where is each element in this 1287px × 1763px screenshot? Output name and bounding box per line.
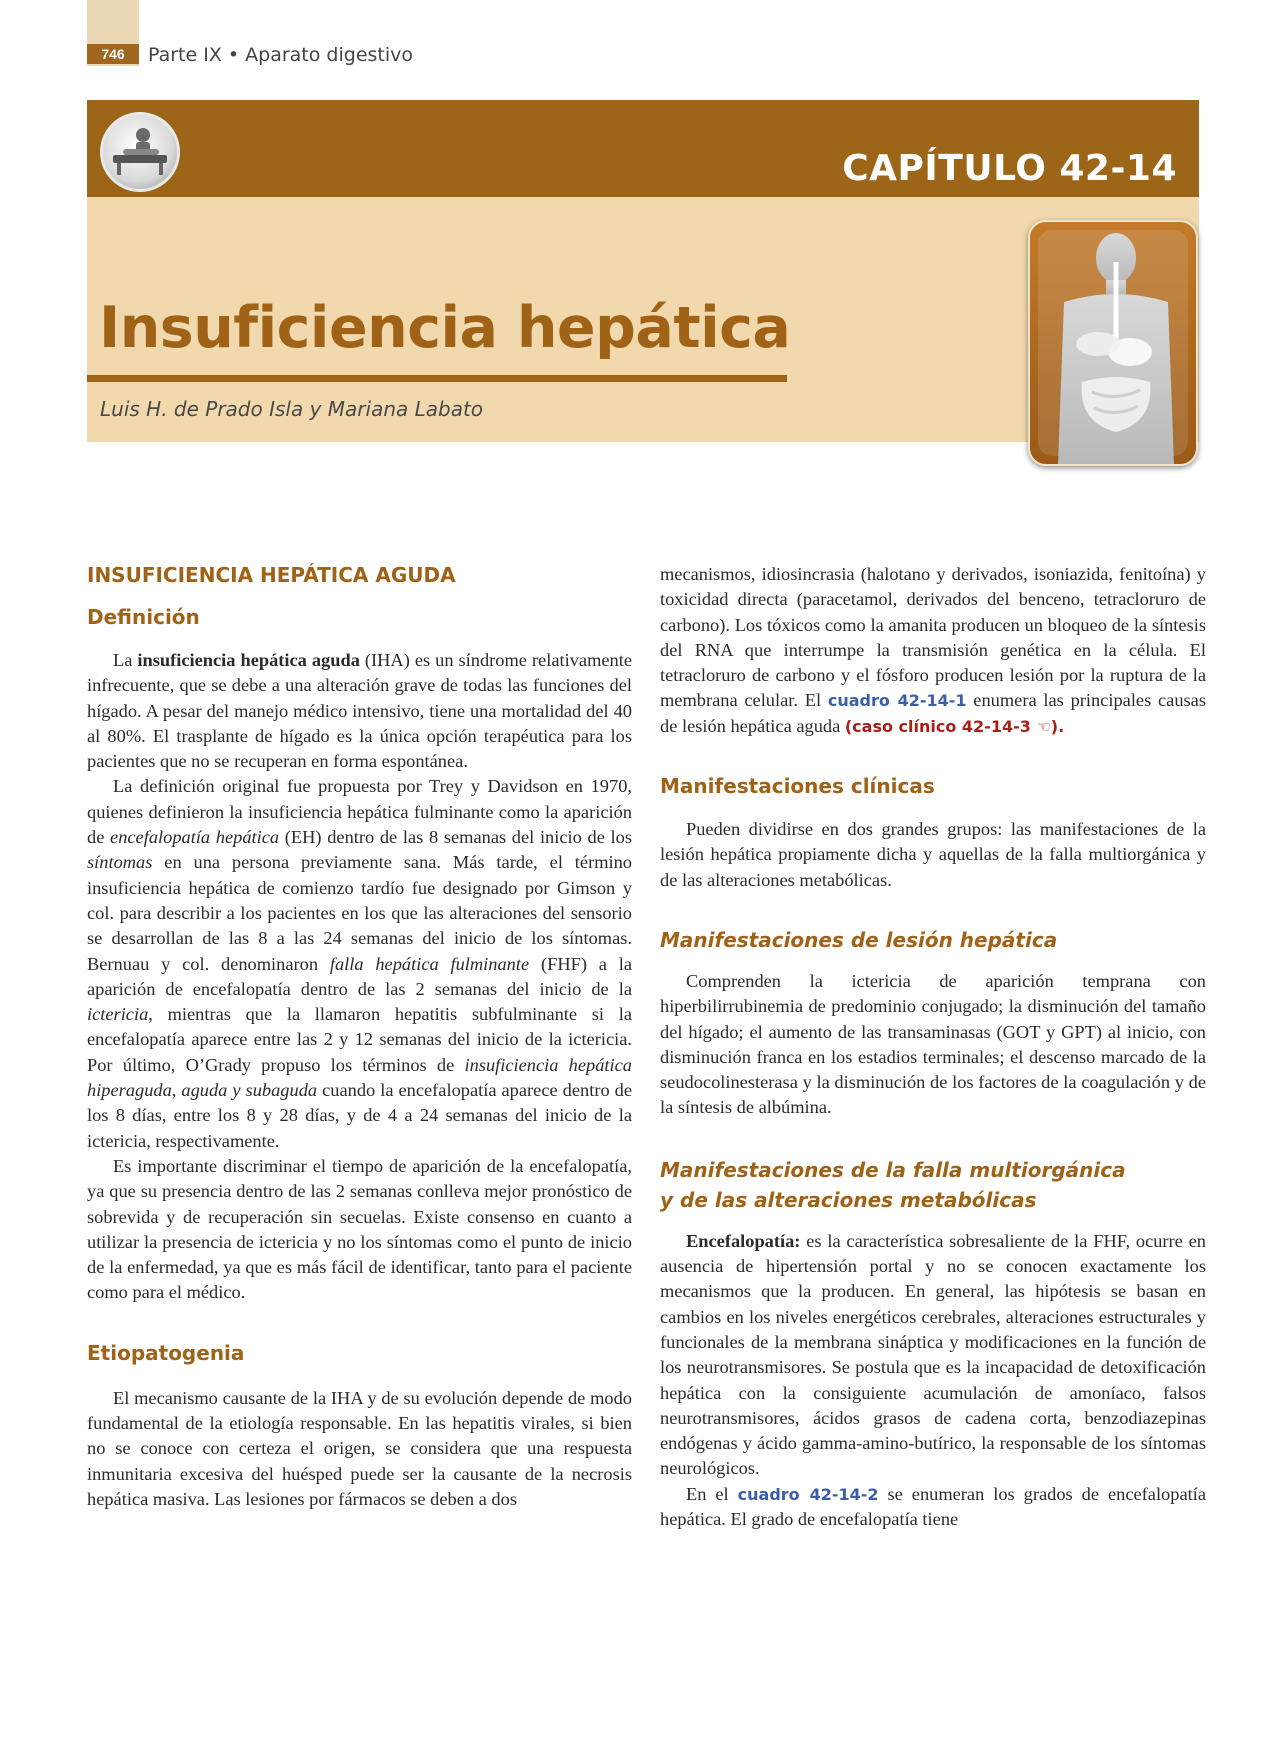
chapter-authors: Luis H. de Prado Isla y Mariana Labato (100, 397, 484, 421)
paragraph-definition-1: La insuficiencia hepática aguda (IHA) es un síndrome relativamente infrecuente, que se debe a una alteración grave de todas las funciones del hígado. A pesar del manejo médico intensivo, tiene una mortalidad del 40 al 80%. El trasplante de hígado es la única opción terapéutica para los pacientes que no se recuperan en forma espontánea. (87, 650, 632, 772)
link-cuadro-42-14-1[interactable]: cuadro 42-14-1 (827, 691, 967, 711)
paragraph-definition-3: Es importante discriminar el tiempo de aparición de la encefalopatía, ya que su presencia dentro de las 2 semanas conlleva mejor pronóstico de sobrevida y de recuperación sin secuelas. Existe consenso en cuanto a utilizar la presencia de ictericia y no los síntomas como el punto de inicio de la enfermedad, ya que es más fácil de identificar, tanto para el paciente como para el médico. (87, 1155, 632, 1303)
heading-manifestaciones: Manifestaciones clínicas (660, 774, 935, 799)
paragraph-manifestaciones: Pueden dividirse en dos grandes grupos: las manifestaciones de la lesión hepática propiamente dicha y aquellas de la falla multiorgánica y de las alteraciones metabólicas. (660, 819, 1206, 890)
heading-etiopatogenia: Etiopatogenia (87, 1340, 245, 1365)
paragraph-lesion-hepatica: Comprenden la ictericia de aparición temprana con hiperbilirrubinemia de predominio conjugado; la disminución del tamaño del hígado; el aumento de las transaminasas (GOT y GPT) al inicio, con disminución franca en los estadios terminales; el descenso marcado de la seudocolinesterasa y la disminución de los factores de la coagulación y de la síntesis de albúmina. (660, 970, 1206, 1118)
page-number: 746 (87, 44, 139, 64)
chapter-title: Insuficiencia hepática (99, 295, 791, 361)
section-heading-acute: INSUFICIENCIA HEPÁTICA AGUDA (87, 563, 456, 587)
link-caso-clinico-42-14-3[interactable]: (caso clínico 42-14-3 ☜). (844, 716, 1065, 736)
paragraph-definition-2: La definición original fue propuesta por Trey y Davidson en 1970, quienes definieron la insuficiencia hepática fulminante como la aparición de encefalopatía hepática (EH) dentro de las 8 semanas del inicio de los síntomas en una persona previamente sana. Más tarde, el término insuficiencia hepática de comienzo tardío fue designado por Gimson y col. para describir a los pacientes en los que las alteraciones del sensorio se desarrollan de las 8 a las 24 semanas del inicio de los síntomas. Bernuau y col. denominaron falla hepática fulminante (FHF) a la aparición de encefalopatía dentro de las 2 semanas del inicio de la ictericia, mientras que la llamaron hepatitis subfulminante si la encefalopatía aparece entre las 2 y 12 semanas del inicio de la ictericia. Por último, O’Grady propuso los términos de insuficiencia hepática hiperaguda, aguda y subaguda cuando la encefalopatía aparece dentro de los 8 días, entre los 8 y 28 días, y de 4 a 24 semanas del inicio de la ictericia, respectivamente. (87, 776, 633, 1151)
left-column (87, 562, 632, 1512)
digestive-system-icon (1028, 220, 1198, 466)
chapter-label: CAPÍTULO 42-14 (842, 148, 1177, 189)
heading-definicion: Definición (87, 605, 200, 629)
heading-falla-multiorganica: Manifestaciones de la falla multiorgánica y de las alteraciones metabólicas (660, 1157, 1126, 1212)
chapter-band (87, 100, 1199, 197)
heading-lesion-hepatica: Manifestaciones de lesión hepática (660, 927, 1058, 952)
right-column (660, 562, 1206, 1532)
running-head: Parte IX • Aparato digestivo (148, 44, 413, 66)
specialty-logo-icon (100, 112, 180, 192)
pointing-hand-icon: ☜ (1036, 716, 1051, 736)
paragraph-etiopatogenia: El mecanismo causante de la IHA y de su evolución depende de modo fundamental de la etiología responsable. En las hepatitis virales, si bien no se conoce con certeza el origen, se considera que una respuesta inmunitaria excesiva del huésped puede ser la causante de la necrosis hepática masiva. Las lesiones por fármacos se deben a dos (87, 1387, 632, 1509)
title-rule (87, 375, 787, 382)
paragraph-etio-cont: mecanismos, idiosincrasia (halotano y derivados, isoniazida, fenitoína) y toxicidad directa (paracetamol, derivados del benceno, tetracloruro de carbono). Los tóxicos como la amanita producen un bloqueo de la síntesis del RNA que interrumpe la transmisión genética en la célula. El tetracloruro de carbono y el fósforo producen lesión por la ruptura de la membrana celular. El cuadro 42-14-1 enumera las principales causas de lesión hepática aguda (caso clínico 42-14-3 ☜). (660, 564, 1207, 736)
paragraph-grados: En el cuadro 42-14-2 se enumeran los grados de encefalopatía hepática. El grado de encefalopatía tiene (660, 1483, 1206, 1530)
link-cuadro-42-14-2[interactable]: cuadro 42-14-2 (737, 1484, 879, 1504)
paragraph-encefalopatia: Encefalopatía: es la característica sobresaliente de la FHF, ocurre en ausencia de hipertensión portal y no se conocen exactamente los mecanismos que la producen. En general, las hipótesis se basan en cambios en los niveles energéticos cerebrales, alteraciones estructurales y funcionales de la membrana sináptica y modificaciones en la función de los neurotransmisores. Se postula que es la incapacidad de detoxificación hepática con la consiguiente acumulación de amoníaco, falsos neurotransmisores, ácidos grasos de cadena corta, benzodiazepinas endógenas y ácido gamma-amino-butírico, la responsable de los síntomas neurológicos. (660, 1230, 1206, 1479)
